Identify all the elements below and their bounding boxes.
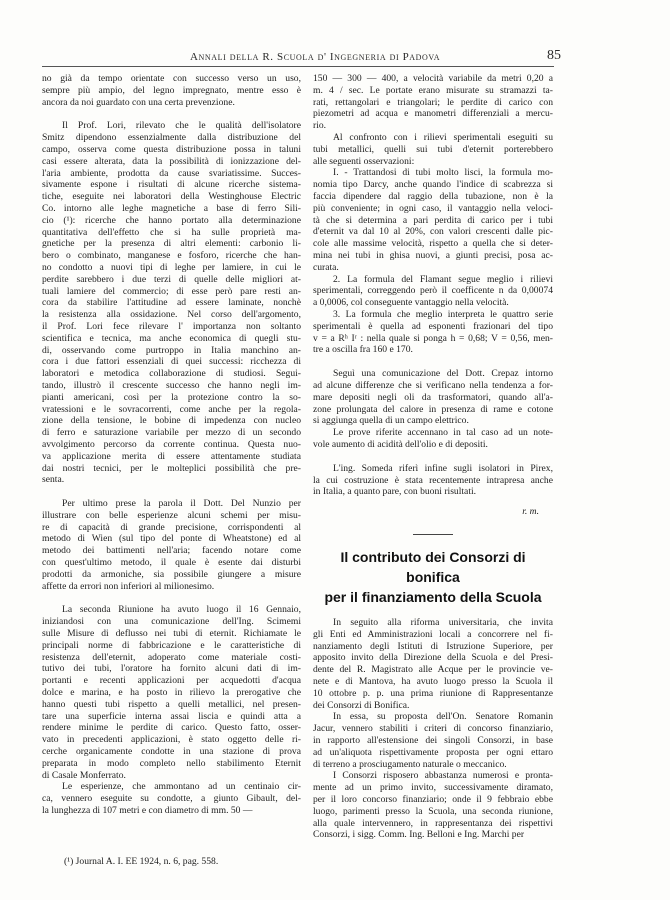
text-line: avvolgimento percorso da corrente continua. Questa nuo- bbox=[42, 438, 301, 450]
text-line: tubi metallici, quelli sui tubi d'eternit porterebbero bbox=[313, 143, 553, 155]
text-line: affette da errori non inferiori al milionesimo. bbox=[42, 580, 215, 592]
text-line: ad un'aliquota rispettivamente proposta per ogni ettaro bbox=[313, 746, 553, 758]
text-line: I. - Trattandosi di tubi molto lisci, la formula mo- bbox=[333, 167, 553, 179]
footnote: (¹) Journal A. I. EE 1924, n. 6, pag. 558. bbox=[64, 856, 219, 867]
text-line: zone prolungata del calore in presenza di rame e cotone bbox=[313, 403, 553, 415]
section-divider bbox=[413, 534, 453, 535]
right-column-text bbox=[313, 73, 553, 498]
article-title-line: per il finanziamento della Scuola bbox=[324, 589, 542, 606]
text-line: 3. La formula che meglio interpreta le quattro serie bbox=[333, 308, 553, 320]
paragraph bbox=[313, 73, 553, 132]
text-line: campo, osserva come questa distribuzione possa in taluni bbox=[42, 143, 301, 155]
text-line: sperimentali, correggendo però il coefficente n da 0,00074 bbox=[313, 285, 553, 297]
header-rule bbox=[42, 66, 554, 67]
paragraph bbox=[313, 711, 553, 770]
text-line: per il loro concorso finanziario; onde il 9 febbraio ebbe bbox=[313, 794, 553, 806]
text-line: con quest'ultimo metodo, il quale è esente dai disturbi bbox=[42, 557, 301, 569]
article-title bbox=[313, 547, 553, 607]
text-line: metodo di Wien (sul tipo del ponte di Wheatstone) ed al bbox=[42, 533, 301, 545]
paragraph bbox=[42, 73, 301, 108]
text-line: vole aumento di acidità dell'olio e di depositi. bbox=[313, 438, 488, 450]
text-line: metodo dei battimenti nell'aria; facendo notare come bbox=[42, 545, 301, 557]
text-line: Consorzi, i sigg. Comm. Ing. Belloni e Ing. Marchi per bbox=[313, 829, 525, 841]
text-line: bero o combinato, manganese e fosforo, ricerche che han- bbox=[42, 250, 301, 262]
text-line: la cui costruzione è stata recentemente intrapresa anche bbox=[313, 474, 553, 486]
text-line: rendere minime le perdite di carico. Questo fatto, osser- bbox=[42, 722, 301, 734]
paragraph bbox=[313, 274, 553, 309]
text-line: pianti americani, così per la protezione contro la so- bbox=[42, 391, 301, 403]
paragraph bbox=[42, 781, 301, 816]
text-line: Jacur, vennero stabiliti i criteri di concorso finanziario, bbox=[313, 723, 553, 735]
text-line: dente del R. Magistrato alle Acque per le provincie ve- bbox=[313, 664, 553, 676]
text-line: Il Prof. Lori, rilevato che le qualità dell'isolatore bbox=[62, 120, 301, 132]
text-line: ad alcune differenze che si verificano nella tendenza a for- bbox=[313, 379, 553, 391]
text-line: di Casale Monferrato. bbox=[42, 769, 126, 781]
text-line: sempre più ampio, del legno impregnato, mentre esso è bbox=[42, 84, 301, 96]
text-line: cio (¹): ricerche che hanno portato alla determinazione bbox=[42, 214, 301, 226]
text-line: 2. La formula del Flamant segue meglio i rilievi bbox=[333, 273, 553, 285]
text-line: Seguì una comunicazione del Dott. Crepaz intorno bbox=[333, 368, 553, 380]
text-line: sulle Misure di deflusso nei tubi di eternit. Richiamate le bbox=[42, 628, 301, 640]
text-line: Le prove riferite accennano in tal caso ad un note- bbox=[333, 427, 553, 439]
article-body bbox=[313, 617, 553, 841]
text-line: iniziandosi con una comunicazione dell'Ing. Scimemi bbox=[42, 616, 301, 628]
text-line: In essa, su proposta dell'On. Senatore Romanin bbox=[333, 711, 553, 723]
text-line: alle seguenti osservazioni: bbox=[313, 155, 415, 167]
text-line: In seguito alla riforma universitaria, che invita bbox=[333, 617, 553, 629]
text-line: alla quale intervennero, in rappresentanza dei rispettivi bbox=[313, 817, 553, 829]
text-line: hanno questi tubi rispetto a quelli metallici, nel presen- bbox=[42, 698, 301, 710]
text-line: 150 — 300 — 400, a velocità variabile da metri 0,20 a bbox=[313, 73, 553, 84]
text-line: Le esperienze, che ammontano ad un centinaio cir- bbox=[62, 781, 301, 793]
text-line: m. 4 / sec. Le portate erano misurate su stramazzi ta- bbox=[313, 84, 553, 96]
text-line: in rapporto all'estensione dei singoli Consorzi, in base bbox=[313, 735, 553, 747]
text-line: di terreno a prosciugamento naturale o meccanico. bbox=[313, 758, 507, 770]
text-line: tando, illustrò il crescente successo che hanno negli im- bbox=[42, 379, 301, 391]
text-line: cora da stabilire l'attitudine ad essere laminate, nonchè bbox=[42, 297, 301, 309]
text-line: resistenza dell'eternit, adoperato come materiale costi- bbox=[42, 651, 301, 663]
text-line: rio. bbox=[313, 120, 327, 132]
text-line: I Consorzi risposero abbastanza numerosi e pronta- bbox=[333, 770, 553, 782]
text-line: mina nei tubi in ghisa nuovi, a giunti precisi, posa ac- bbox=[313, 249, 553, 261]
text-line: gli Enti ed Amministrazioni locali a concorrere nel fi- bbox=[313, 628, 553, 640]
text-line: illustrare con belle esperienze alcuni schemi per misu- bbox=[42, 509, 301, 521]
author-signature: r. m. bbox=[522, 506, 539, 518]
text-line: tare una superficie interna assai liscia e quindi atta a bbox=[42, 710, 301, 722]
text-line: luogo, parimenti presso la Scuola, una seconda riunione, bbox=[313, 805, 553, 817]
text-line: tutivo dei tubi, l'oratore ha fornito alcuni dati di im- bbox=[42, 663, 301, 675]
text-line: Co. intorno alle leghe magnetiche a base di ferro Sili- bbox=[42, 202, 301, 214]
text-line: Smitz dipendono essenzialmente dalla distribuzione del bbox=[42, 132, 301, 144]
text-line: portanti e recenti applicazioni per acquedotti d'acqua bbox=[42, 675, 301, 687]
text-line: sivamente espone i risultati di alcune ricerche sistema- bbox=[42, 179, 301, 191]
text-line: di ferro e saturazione variabile per mezzo di un secondo bbox=[42, 427, 301, 439]
text-line: laboratori e metodica collaborazione di studiosi. Segui- bbox=[42, 368, 301, 380]
paragraph bbox=[313, 132, 553, 167]
text-line: Per ultimo prese la parola il Dott. Del Nunzio per bbox=[62, 498, 301, 510]
text-line: mente ad un primo invito, successivamente diramato, bbox=[313, 782, 553, 794]
text-line: l'aria ambiente, prodotta da cause svariatissime. Succes- bbox=[42, 167, 301, 179]
text-line: si aggiunga quella di un campo elettrico. bbox=[313, 415, 469, 427]
text-line: ca, vennero eseguite su condotte, a giunto Gibault, del- bbox=[42, 793, 301, 805]
text-line: faccia dipendere dal raggio della tubazione, non è la bbox=[313, 190, 553, 202]
text-line: in Italia, a quanto pare, con buoni risultati. bbox=[313, 486, 477, 498]
text-line: prodotti da armoniche, sia possibile giungere a misure bbox=[42, 568, 301, 580]
text-line: zione della tensione, le bobine di impedenza con nucleo bbox=[42, 415, 301, 427]
text-line: nete e di Mantova, ha avuto luogo presso la Scuola il bbox=[313, 676, 553, 688]
text-line: cole alle massime velocità, rispetto a quella che si deter- bbox=[313, 238, 553, 250]
paragraph bbox=[313, 427, 553, 451]
text-line: v = a Rʰ Iʳ : nella quale si ponga h = 0,68; V = 0,56, men- bbox=[313, 332, 553, 344]
text-line: vato in precedenti applicazioni, è stato oggetto delle ri- bbox=[42, 734, 301, 746]
text-line: a 0,0006, col conseguente vantaggio nella velocità. bbox=[313, 297, 509, 309]
text-line: dei Consorzi di Bonifica. bbox=[313, 699, 410, 711]
text-line: quantitativa dell'effetto che si ha sulle proprietà ma- bbox=[42, 226, 301, 238]
left-column bbox=[42, 73, 301, 817]
text-line: gnetiche per la presenza di altri elementi: carbonio li- bbox=[42, 238, 301, 250]
paragraph bbox=[313, 770, 553, 841]
paragraph bbox=[313, 368, 553, 427]
left-column-text bbox=[42, 73, 301, 817]
text-line: d'eternit va dal 10 al 20%, con valori crescenti dalle pic- bbox=[313, 226, 553, 238]
text-line: mare depositi negli oli da trasformatori, quando all'a- bbox=[313, 391, 553, 403]
paragraph bbox=[313, 617, 553, 711]
text-line: sperimentali è quella ad esponenti frazionari del tipo bbox=[313, 320, 553, 332]
paragraph bbox=[313, 309, 553, 356]
text-line: curata. bbox=[313, 261, 339, 273]
text-line: no già da tempo orientate con successo verso un uso, bbox=[42, 73, 301, 84]
text-line: apposito invito della Direzione della Scuola e del Presi- bbox=[313, 652, 553, 664]
paragraph bbox=[313, 167, 553, 273]
text-line: il Prof. Lori fece rilevare l' importanza non soltanto bbox=[42, 320, 301, 332]
text-line: ancora da noi guardato con una certa prevenzione. bbox=[42, 96, 235, 108]
right-column bbox=[313, 73, 553, 841]
text-line: perdite sarebbero i due terzi di quelle delle migliori at- bbox=[42, 273, 301, 285]
text-line: di, osservando come purtroppo in Italia manchino an- bbox=[42, 344, 301, 356]
text-line: cerche organicamente condotte in una stazione di prova bbox=[42, 746, 301, 758]
text-line: la lunghezza di 107 metri e con diametro di mm. 50 — bbox=[42, 805, 253, 817]
text-line: La seconda Riunione ha avuto luogo il 16 Gennaio, bbox=[62, 604, 301, 616]
text-line: dolce e marina, e ha posto in rilievo la prerogative che bbox=[42, 687, 301, 699]
text-line: la resistenza alla ossidazione. Nel corso dell'argomento, bbox=[42, 309, 301, 321]
paragraph bbox=[42, 498, 301, 592]
text-line: 10 ottobre p. p. una prima riunione di Rappresentanze bbox=[313, 687, 553, 699]
text-line: tiche, eseguite nei laboratori della Westinghouse Electric bbox=[42, 191, 301, 203]
text-line: Al confronto con i rilievi sperimentali eseguiti su bbox=[333, 131, 553, 143]
text-line: scientifica e tecnica, ma anche economica di quegli stu- bbox=[42, 332, 301, 344]
text-line: re di capacità di grande precisione, corrispondenti al bbox=[42, 521, 301, 533]
paragraph bbox=[42, 604, 301, 781]
text-line: nanziamento degli Istituti di Istruzione Superiore, per bbox=[313, 640, 553, 652]
text-line: no condotto a nuovi tipi di leghe per lamiere, in cui le bbox=[42, 261, 301, 273]
text-line: tre a oscilla fra 160 e 170. bbox=[313, 344, 413, 356]
text-line: va applicazione merita di essere attentamente studiata bbox=[42, 450, 301, 462]
text-line: piezometri ad acqua e manometri differenziali a mercu- bbox=[313, 108, 553, 120]
text-line: dai nostri tecnici, per le molteplici possibilità che pre- bbox=[42, 462, 301, 474]
text-line: più conveniente; in ogni caso, il vantaggio nella veloci- bbox=[313, 202, 553, 214]
text-line: cora i due fattori essenziali di quei successi: ricchezza di bbox=[42, 356, 301, 368]
text-line: tuali lamiere del commercio; di esse però pare resti an- bbox=[42, 285, 301, 297]
page-number: 85 bbox=[547, 48, 561, 63]
text-line: rati, rettangolari e triangolari; le perdite di carico con bbox=[313, 96, 553, 108]
text-line: senta. bbox=[42, 474, 65, 486]
text-line: casi essere alterata, data la possibilità di ionizzazione del- bbox=[42, 155, 301, 167]
text-line: tà che si determina a pari perdita di carico per i tubi bbox=[313, 214, 553, 226]
paragraph bbox=[313, 463, 553, 498]
text-line: preparata in modo completo nello stabilimento Eternit bbox=[42, 757, 301, 769]
text-line: vratessioni e le sovracorrenti, come anche per la regola- bbox=[42, 403, 301, 415]
text-line: nomia tipo Darcy, anche quando l'indice di scabrezza si bbox=[313, 179, 553, 191]
text-line: principali norme di fabbricazione e le caratteristiche di bbox=[42, 639, 301, 651]
text-line: L'ing. Someda riferì infine sugli isolatori in Pirex, bbox=[333, 462, 553, 474]
article-title-line: Il contributo dei Consorzi di bonifica bbox=[340, 549, 526, 586]
running-header: Annali della R. Scuola d' Ingegneria di Padova bbox=[190, 51, 441, 63]
paragraph bbox=[42, 120, 301, 486]
